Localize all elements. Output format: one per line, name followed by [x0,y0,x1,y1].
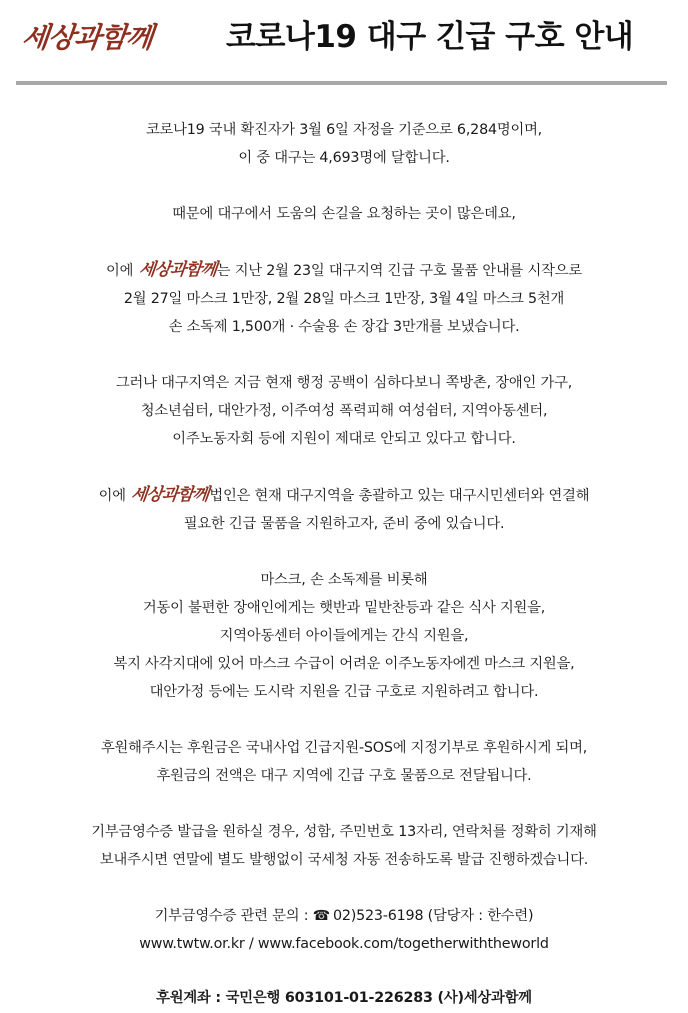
logo: 세상과함께 [20,21,155,54]
text-line: 때문에 대구에서 도움의 손길을 요청하는 곳이 많은데요, [172,206,516,222]
paragraph-support-plan [10,566,678,706]
phone-number[interactable]: 02)523-6198 (담당자 : 한수련) [332,908,534,924]
text-line: 복지 사각지대에 있어 마스크 수급이 어려운 이주노동자에겐 마스크 지원을, [113,656,575,672]
text-line: 그러나 대구지역은 지금 현재 행정 공백이 심하다보니 쪽방촌, 장애인 가구, [115,375,573,391]
paragraph-donation [10,734,678,790]
text-line: 이 중 대구는 4,693명에 달합니다. [238,150,450,166]
paragraph-confirmed-cases [10,116,678,172]
paragraph-preparation [10,481,678,538]
text-line: 기부금영수증 발급을 원하실 경우, 성함, 주민번호 13자리, 연락처를 정확히 기재해 [91,824,597,840]
text-line: 후원해주시는 후원금은 국내사업 긴급지원-SOS에 지정기부로 후원하시게 되며, [100,740,588,756]
text-prefix: 이에 [98,488,126,504]
text-rest: 는 지난 2월 23일 대구지역 긴급 구호 물품 안내를 시작으로 [216,263,582,279]
text-line: 이주노동자회 등에 지원이 제대로 안되고 있다고 합니다. [172,431,516,447]
text-line: 코로나19 국내 확진자가 3월 6일 자정을 기준으로 6,284명이며, [145,122,543,138]
text-line: 손 소독제 1,500개 · 수술용 손 장갑 3만개를 보냈습니다. [168,319,520,335]
text-line: 보내주시면 연말에 별도 발행없이 국세청 자동 전송하도록 발급 진행하겠습니다. [99,852,589,868]
text-line: 청소년쉼터, 대안가정, 이주여성 폭력피해 여성쉼터, 지역아동센터, [140,403,548,419]
inquiry-label: 기부금영수증 관련 문의 : [154,908,309,924]
text-line: 후원금의 전액은 대구 지역에 긴급 구호 물품으로 전달됩니다. [156,768,532,784]
header [0,0,688,84]
website-links[interactable]: www.twtw.or.kr / www.facebook.com/togetherwiththeworld [139,936,549,952]
telephone-icon: ☎ [312,908,330,924]
paragraph-receipt [10,818,678,874]
notice-body [10,116,678,1012]
inline-logo: 세상과함께 [130,485,210,505]
inquiry-line [10,902,678,930]
paragraph-support-gap [10,369,678,453]
inline-logo: 세상과함께 [137,260,217,280]
text-line: 마스크, 손 소독제를 비롯해 [260,572,428,588]
paragraph-past-relief [10,256,678,341]
text-line: 2월 27일 마스크 1만장, 2월 28일 마스크 1만장, 3월 4일 마스크 5천개 [123,291,565,307]
text-line: 대안가정 등에는 도시락 지원을 긴급 구호로 지원하려고 합니다. [149,684,539,700]
text-prefix: 이에 [106,263,134,279]
paragraph-requests [10,200,678,228]
contact-info [10,902,678,958]
text-line-with-logo [10,481,678,510]
text-line: 필요한 긴급 물품을 지원하고자, 준비 중에 있습니다. [183,516,505,532]
donation-account: 후원계좌 : 국민은행 603101-01-226283 (사)세상과함께 [156,990,532,1006]
text-line: 거동이 불편한 장애인에게는 햇반과 밑반찬등과 같은 식사 지원을, [142,600,546,616]
text-rest: 법인은 현재 대구지역을 총괄하고 있는 대구시민센터와 연결해 [209,488,590,504]
text-line-with-logo [10,256,678,285]
header-divider [16,81,667,85]
page-title: 코로나19 대구 긴급 구호 안내 [226,19,634,55]
text-line: 지역아동센터 아이들에게는 간식 지원을, [219,628,469,644]
